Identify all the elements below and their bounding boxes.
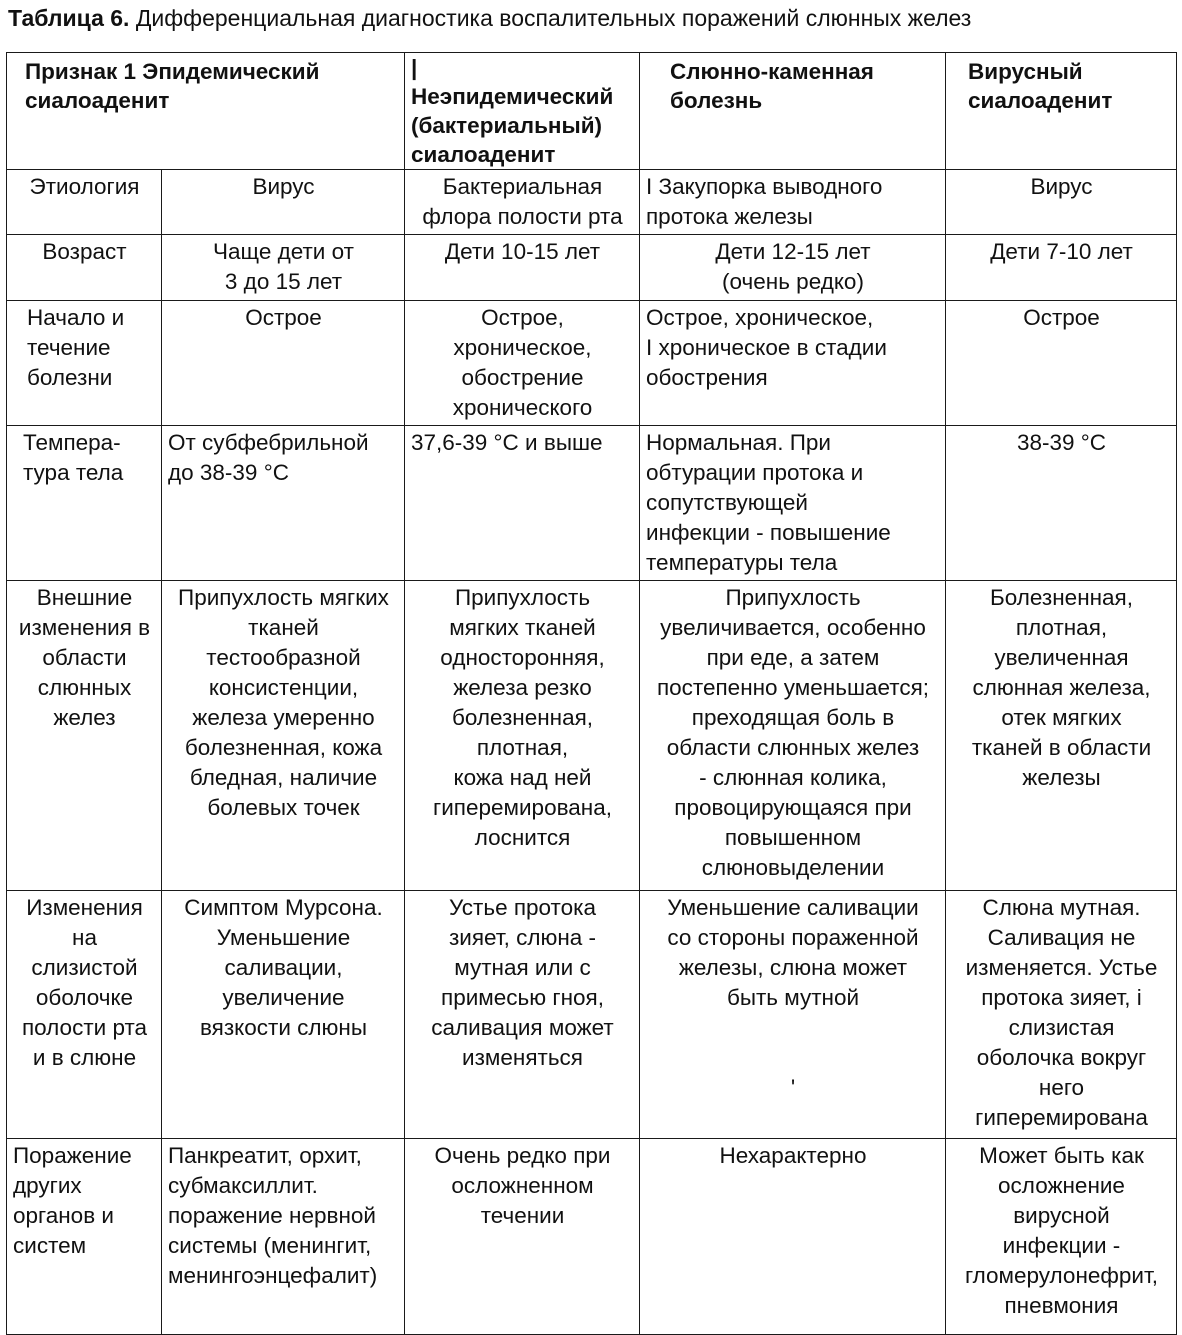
caption-label: Таблица 6. [8,5,130,31]
feature-cell: Внешние изменения в области слюнных желез [7,581,162,891]
viral-cell: Дети 7-10 лет [946,235,1177,301]
epidemic-cell: Панкреатит, орхит, субмаксиллит. поражение нервной системы (менингит, менингоэнцефалит) [162,1139,405,1335]
bacterial-cell: 37,6-39 °С и выше [405,426,640,581]
feature-cell: Этиология [7,170,162,235]
epidemic-cell: От субфебрильной до 38-39 °С [162,426,405,581]
table-row [7,1139,1177,1335]
stone-cell: Нормальная. При обтурации протока и сопутствующей инфекции - повышение температуры тела [640,426,946,581]
epidemic-cell: Симптом Мурсона. Уменьшение саливации, увеличение вязкости слюны [162,891,405,1139]
stone-cell: I Закупорка выводного протока железы [640,170,946,235]
stone-cell: Уменьшение саливации со стороны пораженной железы, слюна может быть мутной ' [640,891,946,1139]
viral-cell: Болезненная, плотная, увеличенная слюнная железа, отек мягких тканей в области железы [946,581,1177,891]
bacterial-cell: Острое, хроническое, обострение хронического [405,301,640,426]
bacterial-cell: Дети 10-15 лет [405,235,640,301]
viral-cell: Слюна мутная. Саливация не изменяется. Устье протока зияет, i слизистая оболочка вокруг него гиперемирована [946,891,1177,1139]
diagnosis-table [6,52,1177,1335]
feature-cell: Изменения на слизистой оболочке полости рта и в слюне [7,891,162,1139]
feature-cell: Поражение других органов и систем [7,1139,162,1335]
bacterial-cell: Очень редко при осложненном течении [405,1139,640,1335]
stone-cell: Дети 12-15 лет (очень редко) [640,235,946,301]
viral-cell: 38-39 °С [946,426,1177,581]
bacterial-cell: Припухлость мягких тканей односторонняя, железа резко болезненная, плотная, кожа над ней гиперемирована, лоснится [405,581,640,891]
stone-cell: Острое, хроническое, I хроническое в стадии обострения [640,301,946,426]
feature-cell: Возраст [7,235,162,301]
table-row [7,170,1177,235]
table-row [7,235,1177,301]
header-stone: Слюнно-каменная болезнь [640,53,946,170]
table-row [7,891,1177,1139]
viral-cell: Вирус [946,170,1177,235]
header-row [7,53,1177,170]
feature-cell: Начало и течение болезни [7,301,162,426]
caption-text: Дифференциальная диагностика воспалительных поражений слюнных желез [135,5,972,31]
feature-cell: Темпера- тура тела [7,426,162,581]
epidemic-cell: Припухлость мягких тканей тестообразной консистенции, железа умеренно болезненная, кожа бледная, наличие болевых точек [162,581,405,891]
header-feature-epidemic: Признак 1 Эпидемический сиалоаденит [7,53,405,170]
viral-cell: Острое [946,301,1177,426]
bacterial-cell: Бактериальная флора полости рта [405,170,640,235]
stone-cell: Припухлость увеличивается, особенно при еде, а затем постепенно уменьшается; преходящая боль в области слюнных желез - слюнная колика, провоцирующаяся при повышенном слюновыделении [640,581,946,891]
viral-cell: Может быть как осложнение вирусной инфекции - гломерулонефрит, пневмония [946,1139,1177,1335]
header-bacterial: | Неэпидемический (бактериальный) сиалоаденит [405,53,640,170]
epidemic-cell: Острое [162,301,405,426]
table-row [7,581,1177,891]
stone-cell: Нехарактерно [640,1139,946,1335]
header-viral: Вирусный сиалоаденит [946,53,1177,170]
table-row [7,426,1177,581]
table-row [7,301,1177,426]
epidemic-cell: Вирус [162,170,405,235]
bacterial-cell: Устье протока зияет, слюна - мутная или с примесью гноя, саливация может изменяться [405,891,640,1139]
epidemic-cell: Чаще дети от 3 до 15 лет [162,235,405,301]
table-caption [8,4,971,32]
